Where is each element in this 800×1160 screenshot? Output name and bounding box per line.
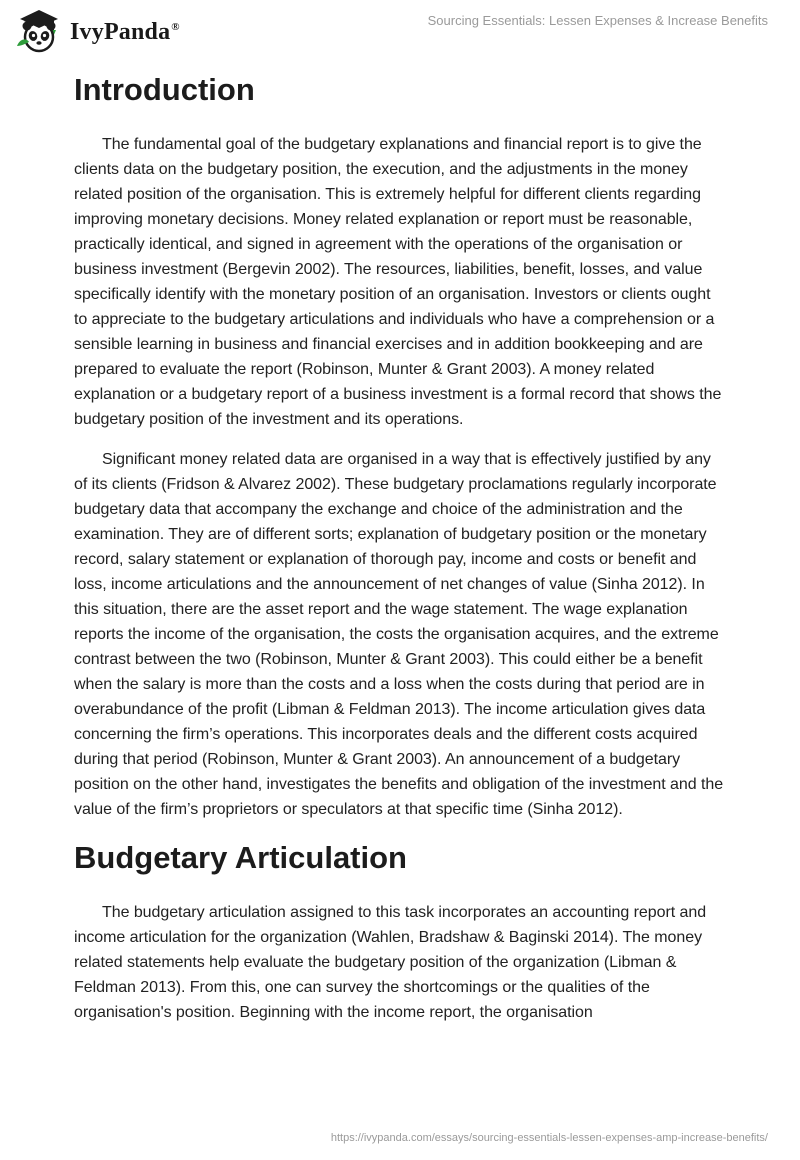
paragraph: Significant money related data are organised in a way that is effectively justified by any of its clients (Fridson & Alvarez 2002). These budgetary proclamations regularly incorporate budgetary data that accompany the exchange and choice of the administration and the examination. They are of different sorts; explanation of budgetary position or the monetary record, salary statement or explanation of thorough pay, income and costs or benefit and loss, income articulations and the announcement of net changes of value (Sinha 2012). In this situation, there are the asset report and the wage statement. The wage explanation reports the income of the organisation, the costs the organisation acquires, and the extreme contrast between the two (Robinson, Munter & Grant 2003). This could either be a benefit when the salary is more than the costs and a loss when the costs during that period are in overabundance of the profit (Libman & Feldman 2013). The income articulation gives data concerning the firm’s operations. This incorporates deals and the different costs acquired during that period (Robinson, Munter & Grant 2003). An announcement of a budgetary position on the other hand, investigates the benefits and obligation of the investment and the value of the firm’s proprietors or speculators at that specific time (Sinha 2012). — [74, 451, 724, 818]
section-heading-introduction: Introduction — [74, 72, 255, 107]
brand-logo[interactable] — [14, 6, 180, 56]
source-url-link[interactable]: https://ivypanda.com/essays/sourcing-essentials-lessen-expenses-amp-increase-benefits/ — [330, 1132, 768, 1144]
brand-name: IvyPanda® — [70, 18, 180, 45]
document-title: Sourcing Essentials: Lessen Expenses & Increase Benefits — [427, 13, 768, 28]
paragraph: The fundamental goal of the budgetary explanations and financial report is to give the clients data on the budgetary position, the execution, and the adjustments in the money related position of the organisation. This is extremely helpful for different clients regarding improving monetary decisions. Money related explanation or report must be reasonable, practically identical, and signed in agreement with the operations of the organisation or business investment (Bergevin 2002). The resources, liabilities, benefit, losses, and value specifically identify with the monetary position of an organisation. Investors or clients ought to appreciate to the budgetary articulations and individuals who have a comprehension or a sensible learning in business and financial exercises and in addition bookkeeping and are prepared to evaluate the report (Robinson, Munter & Grant 2003). A money related explanation or a budgetary report of a business investment is a formal record that shows the budgetary position of the investment and its operations. — [74, 136, 722, 428]
page-header — [0, 0, 800, 60]
section-heading-budgetary-articulation: Budgetary Articulation — [74, 840, 407, 875]
paragraph: The budgetary articulation assigned to this task incorporates an accounting report and income articulation for the organization (Wahlen, Bradshaw & Baginski 2014). The money related statements help evaluate the budgetary position of the organization (Libman & Feldman 2013). From this, one can survey the shortcomings or the qualities of the organisation's position. Beginning with the income report, the organisation — [74, 904, 707, 1021]
panda-graduation-cap-icon — [14, 6, 64, 56]
essay-body — [74, 70, 728, 1040]
